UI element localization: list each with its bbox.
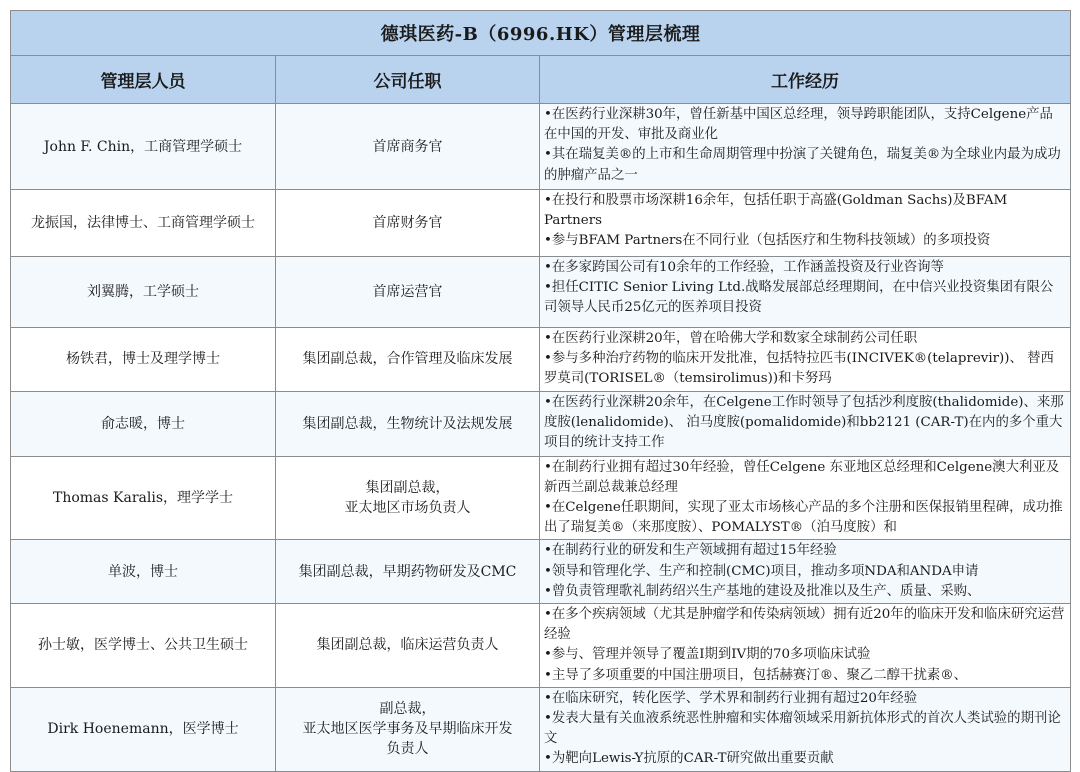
table-body — [11, 104, 1071, 772]
position-cell — [276, 456, 540, 540]
experience-bullet: •发表大量有关血液系统恶性肿瘤和实体瘤领域采用新抗体形式的首次人类试验的期刊论文 — [544, 711, 1061, 747]
table-row — [11, 257, 1071, 328]
person-name-cell: 龙振国，法律博士、工商管理学硕士 — [11, 190, 276, 257]
table-row — [11, 190, 1071, 257]
experience-bullet: •在Celgene任职期间，实现了亚太市场核心产品的多个注册和医保报销里程碑，成功推出了瑞复美®（来那度胺）、POMALYST®（泊马度胺）和 — [544, 500, 1063, 536]
experience-cell — [540, 540, 1071, 604]
table-row — [11, 456, 1071, 540]
header-position: 公司任职 — [276, 56, 540, 104]
person-name-cell: Dirk Hoenemann，医学博士 — [11, 687, 276, 771]
table-title: 德琪医药-B（6996.HK）管理层梳理 — [11, 11, 1071, 56]
position-line: 集团副总裁，合作管理及临床发展 — [302, 351, 513, 368]
table-row — [11, 687, 1071, 771]
person-name-cell: 孙士敏，医学博士、公共卫生硕士 — [11, 604, 276, 688]
person-name-cell: 杨铁君，博士及理学博士 — [11, 328, 276, 392]
experience-cell — [540, 604, 1071, 688]
experience-bullet: •领导和管理化学、生产和控制(CMC)项目，推动多项NDA和ANDA申请 — [544, 563, 979, 579]
position-line: 首席商务官 — [372, 138, 443, 155]
position-cell — [276, 328, 540, 392]
experience-bullet: •在医药行业深耕30年，曾任新基中国区总经理，领导跨职能团队，支持Celgene产品在中国的开发、审批及商业化 — [544, 107, 1053, 143]
experience-cell — [540, 328, 1071, 392]
experience-bullet: •参与BFAM Partners在不同行业（包括医疗和生物科技领域）的多项投资 — [544, 233, 991, 249]
management-table — [10, 10, 1071, 772]
position-line: 负责人 — [386, 741, 429, 758]
experience-cell — [540, 257, 1071, 328]
experience-bullet: •在投行和股票市场深耕16余年，包括任职于高盛(Goldman Sachs)及BFAM Partners — [544, 193, 1008, 229]
experience-cell — [540, 391, 1071, 456]
person-name-cell: 刘翼腾，工学硕士 — [11, 257, 276, 328]
position-line: 副总裁， — [379, 701, 436, 718]
position-cell — [276, 257, 540, 328]
position-cell — [276, 540, 540, 604]
table-row — [11, 604, 1071, 688]
person-name-cell: 俞志暖，博士 — [11, 391, 276, 456]
position-line: 首席运营官 — [372, 284, 443, 300]
experience-cell — [540, 104, 1071, 190]
position-cell — [276, 604, 540, 688]
position-cell — [276, 687, 540, 771]
position-line: 首席财务官 — [372, 215, 443, 231]
experience-bullet: •参与多种治疗药物的临床开发批准，包括特拉匹韦(INCIVEK®(telaprevir))、 替西罗莫司(TORISEL®（temsirolimus))和卡努玛 — [544, 351, 1054, 387]
table-row — [11, 104, 1071, 190]
experience-cell — [540, 190, 1071, 257]
position-line: 亚太地区医学事务及早期临床开发 — [302, 721, 513, 738]
experience-bullet: •主导了多项重要的中国注册项目，包括赫赛汀®、聚乙二醇干扰素®、 — [544, 667, 968, 683]
experience-bullet: •曾负责管理歌礼制药绍兴生产基地的建设及批准以及生产、质量、采购、 — [544, 583, 981, 599]
experience-bullet: •在制药行业拥有超过30年经验，曾任Celgene 东亚地区总经理和Celgene澳大利亚及新西兰副总裁兼总经理 — [544, 459, 1060, 495]
header-person: 管理层人员 — [11, 56, 276, 104]
person-name-cell: 单波，博士 — [11, 540, 276, 604]
experience-bullet: •担任CITIC Senior Living Ltd.战略发展部总经理期间，在中信兴业投资集团有限公司领导人民币25亿元的医养项目投资 — [544, 280, 1054, 316]
experience-bullet: •在临床研究，转化医学、学术界和制药行业拥有超过20年经验 — [544, 690, 918, 706]
experience-bullet: •为靶向Lewis-Y抗原的CAR-T研究做出重要贡献 — [544, 751, 834, 767]
table-row — [11, 391, 1071, 456]
experience-bullet: •其在瑞复美®的上市和生命周期管理中扮演了关键角色，瑞复美®为全球业内最为成功的肿瘤产品之一 — [544, 147, 1061, 183]
position-cell — [276, 104, 540, 190]
experience-bullet: •在多家跨国公司有10余年的工作经验，工作涵盖投资及行业咨询等 — [544, 260, 944, 275]
experience-cell — [540, 456, 1071, 540]
position-line: 集团副总裁，临床运营负责人 — [316, 637, 499, 654]
experience-bullet: •在医药行业深耕20年，曾在哈佛大学和数家全球制药公司任职 — [544, 331, 918, 346]
experience-bullet: •在医药行业深耕20余年，在Celgene工作时领导了包括沙利度胺(thalidomide)、来那度胺(lenalidomide)、 泊马度胺(pomalidomide)和bb2121 (CAR-T)在内的多个重大项目的统计支持工作 — [544, 394, 1064, 451]
person-name-cell: Thomas Karalis，理学学士 — [11, 456, 276, 540]
experience-bullet: •在多个疾病领域（尤其是肿瘤学和传染病领域）拥有近20年的临床开发和临床研究运营经验 — [544, 607, 1065, 643]
experience-bullet: •参与、管理并领导了覆盖I期到IV期的70多项临床试验 — [544, 647, 871, 663]
person-name-cell: John F. Chin，工商管理学硕士 — [11, 104, 276, 190]
experience-bullet: •在制药行业的研发和生产领域拥有超过15年经验 — [544, 543, 837, 559]
position-cell — [276, 190, 540, 257]
position-line: 集团副总裁， — [365, 480, 450, 497]
position-line: 集团副总裁，生物统计及法规发展 — [302, 415, 513, 432]
position-cell — [276, 391, 540, 456]
table-row — [11, 328, 1071, 392]
table-row — [11, 540, 1071, 604]
header-experience: 工作经历 — [540, 56, 1071, 104]
experience-cell — [540, 687, 1071, 771]
position-line: 集团副总裁，早期药物研发及CMC — [298, 563, 517, 580]
position-line: 亚太地区市场负责人 — [344, 500, 471, 517]
